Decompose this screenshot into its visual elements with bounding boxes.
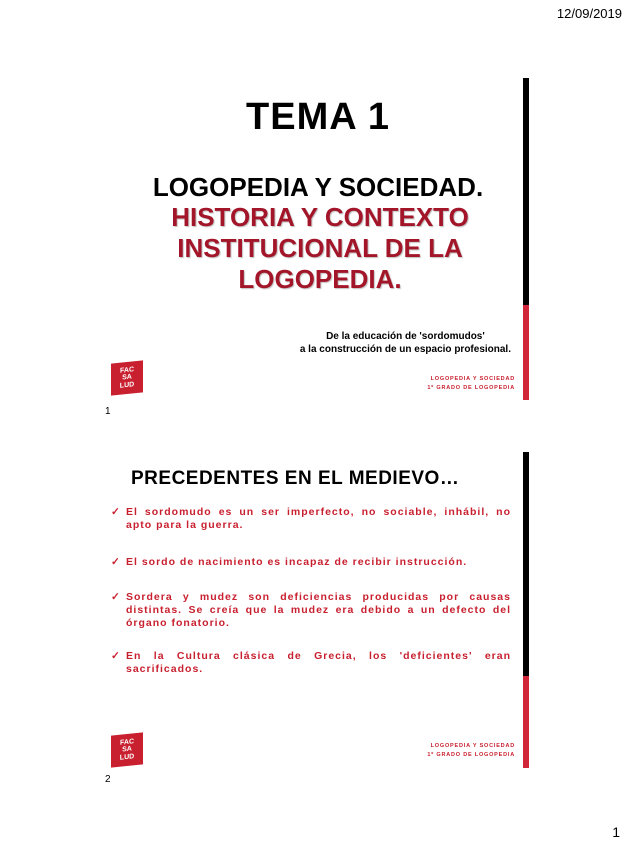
- slide-number: 1: [105, 406, 111, 417]
- check-icon: ✓: [111, 556, 121, 568]
- slide-number: 2: [105, 774, 111, 785]
- side-bar-red: [523, 676, 529, 768]
- footer-degree: 1º GRADO DE LOGOPEDIA: [427, 385, 515, 391]
- slide-subtitle-black: LOGOPEDIA Y SOCIEDAD.: [152, 172, 484, 202]
- slide-footer: [427, 375, 515, 393]
- footer-degree: 1º GRADO DE LOGOPEDIA: [427, 752, 515, 758]
- slide-description: [300, 330, 511, 356]
- footer-course: LOGOPEDIA Y SOCIEDAD: [430, 376, 515, 382]
- bullet-item: [111, 506, 511, 532]
- logo-text-1: FAC: [120, 366, 134, 375]
- bullet-text: El sordo de nacimiento es incapaz de recibir instrucción.: [126, 556, 468, 568]
- bullet-item: [111, 556, 511, 569]
- bullet-list: [111, 506, 511, 676]
- facsalud-logo: [111, 360, 143, 395]
- slide-1: [105, 78, 531, 417]
- bullet-text: Sordera y mudez son deficiencias producidas por causas distintas. Se creía que la mudez era debido a un defecto del órgano fonatorio.: [126, 591, 511, 629]
- side-bar-black: [523, 452, 529, 676]
- footer-course: LOGOPEDIA Y SOCIEDAD: [430, 743, 515, 749]
- logo-text-1: FAC: [120, 738, 134, 747]
- bullet-item: [111, 650, 511, 676]
- check-icon: ✓: [111, 650, 121, 662]
- logo-text-2: SA: [122, 745, 132, 754]
- description-line-1: De la educación de 'sordomudos': [326, 331, 485, 342]
- print-date: 12/09/2019: [556, 6, 622, 21]
- bullet-text: En la Cultura clásica de Grecia, los 'deficientes' eran sacrificados.: [126, 650, 511, 675]
- slide-2: [105, 452, 531, 785]
- bullet-item: [111, 591, 511, 630]
- logo-text-3: LUD: [119, 380, 135, 390]
- page-number: 1: [612, 824, 620, 840]
- slide-side-bar: [523, 452, 529, 768]
- check-icon: ✓: [111, 591, 121, 603]
- side-bar-red: [523, 305, 529, 400]
- check-icon: ✓: [111, 506, 121, 518]
- slide-footer: [427, 742, 515, 760]
- slide-subtitle-red: HISTORIA Y CONTEXTO INSTITUCIONAL DE LA LOGOPEDIA.: [171, 202, 469, 294]
- slide-title: PRECEDENTES EN EL MEDIEVO…: [131, 468, 460, 489]
- logo-text-3: LUD: [119, 752, 135, 762]
- bullet-text: El sordomudo es un ser imperfecto, no sociable, inhábil, no apto para la guerra.: [126, 506, 511, 531]
- facsalud-logo: [111, 732, 143, 767]
- logo-text-2: SA: [122, 373, 132, 382]
- description-line-2: a la construcción de un espacio profesional.: [299, 344, 511, 355]
- slide-title: TEMA 1: [246, 96, 390, 138]
